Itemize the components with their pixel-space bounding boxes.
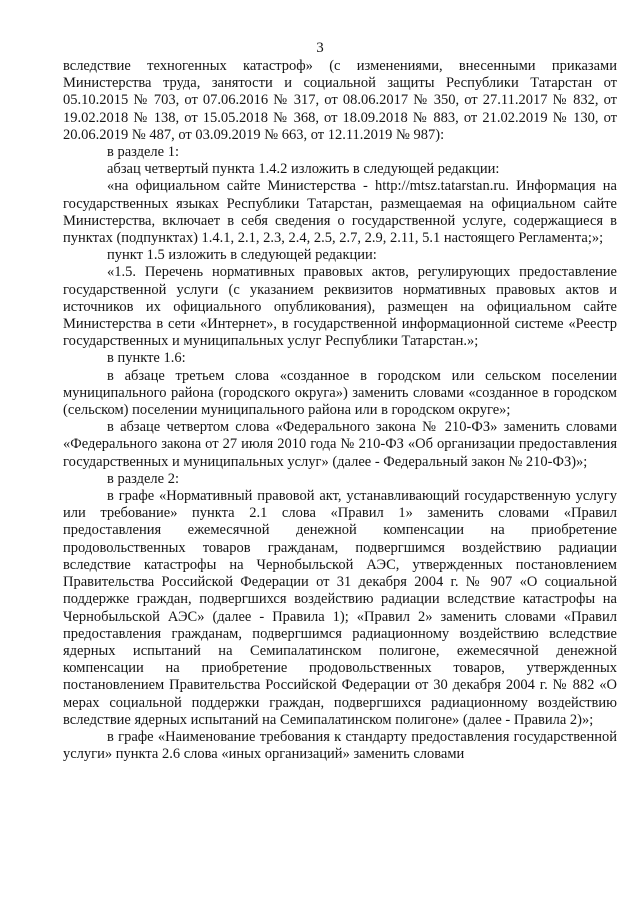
paragraph-1-5-text: «1.5. Перечень нормативных правовых актов, регулирующих предоставление государственной услуги (с указанием реквизитов нормативных правовых актов и источников их официального опубликования), размещен на официальном сайте Министерства в сети «Интернет», в государственной информационной системе «Реестр государственных и муниципальных услуг Республики Татарстан.»; bbox=[63, 264, 617, 350]
page-number: 3 bbox=[316, 40, 324, 56]
paragraph-section-2-heading: в разделе 2: bbox=[107, 470, 180, 487]
paragraph-section-1-heading: в разделе 1: bbox=[107, 144, 180, 161]
paragraph-1-4-2-text: «на официальном сайте Министерства - http://mtsz.tatarstan.ru. Информация на государственных языках Республики Татарстан, размещаемая на официальном сайте Министерства, включает в себя сведения о государственной услуге, содержащиеся в пунктах (подпунктах) 1.4.1, 2.1, 2.3, 2.4, 2.5, 2.7, 2.9, 2.11, 5.1 настоящего Регламента;»; bbox=[63, 178, 617, 247]
paragraph-continuation: вследствие техногенных катастроф» (с изменениями, внесенными приказами Министерства труда, занятости и социальной защиты Республики Татарстан от 05.10.2015 № 703, от 07.06.2016 № 317, от 08.06.2017 № 350, от 27.11.2017 № 832, от 19.02.2018 № 138, от 15.05.2018 № 368, от 18.09.2018 № 883, от 21.02.2019 № 130, от 20.06.2019 № 487, от 03.09.2019 № 663, от 12.11.2019 № 987): bbox=[63, 58, 617, 143]
paragraph-2-6-text: в графе «Наименование требования к стандарту предоставления государственной услуги» пункта 2.6 слова «иных организаций» заменить словами bbox=[63, 728, 617, 763]
paragraph-2-1-text: в графе «Нормативный правовой акт, устанавливающий государственную услугу или требование» пункта 2.1 слова «Правил 1» заменить словами «Правил предоставления ежемесячной денежной компенсации на приобретение продовольственных товаров гражданам, подвергшимся воздействию радиации вследствие катастрофы на Чернобыльской АЭС, утвержденных постановлением Правительства Российской Федерации от 31 декабря 2004 г. № 907 «О социальной поддержке граждан, подвергшихся воздействию радиации вследствие катастрофы на Чернобыльской АЭС» (далее - Правила 1); «Правил 2» заменить словами «Правил предоставления гражданам, подвергшимся радиационному воздействию вследствие ядерных испытаний на Семипалатинском полигоне, ежемесячной денежной компенсации на приобретение продовольственных товаров, утвержденных постановлением Правительства Российской Федерации от 30 декабря 2004 г. № 882 «О мерах социальной поддержки граждан, подвергшихся радиационному воздействию вследствие ядерных испытаний на Семипалатинском полигоне» (далее - Правила 2)»; bbox=[63, 488, 617, 728]
paragraph-1-6-fourth: в абзаце четвертом слова «Федерального закона № 210-ФЗ» заменить словами «Федерального закона от 27 июля 2010 года № 210-ФЗ «Об организации предоставления государственных и муниципальных услуг» (далее - Федеральный закон № 210-ФЗ)»; bbox=[63, 419, 617, 470]
document-body bbox=[63, 58, 617, 763]
paragraph-1-5-intro: пункт 1.5 изложить в следующей редакции: bbox=[107, 247, 377, 264]
paragraph-1-6-third: в абзаце третьем слова «созданное в городском или сельском поселении муниципального района (городского округа») заменить словами «созданное в городском (сельском) поселении муниципального района или в городском округе»; bbox=[63, 367, 617, 419]
paragraph-1-6-heading: в пункте 1.6: bbox=[107, 350, 186, 367]
paragraph-1-4-2-intro: абзац четвертый пункта 1.4.2 изложить в следующей редакции: bbox=[107, 161, 500, 178]
